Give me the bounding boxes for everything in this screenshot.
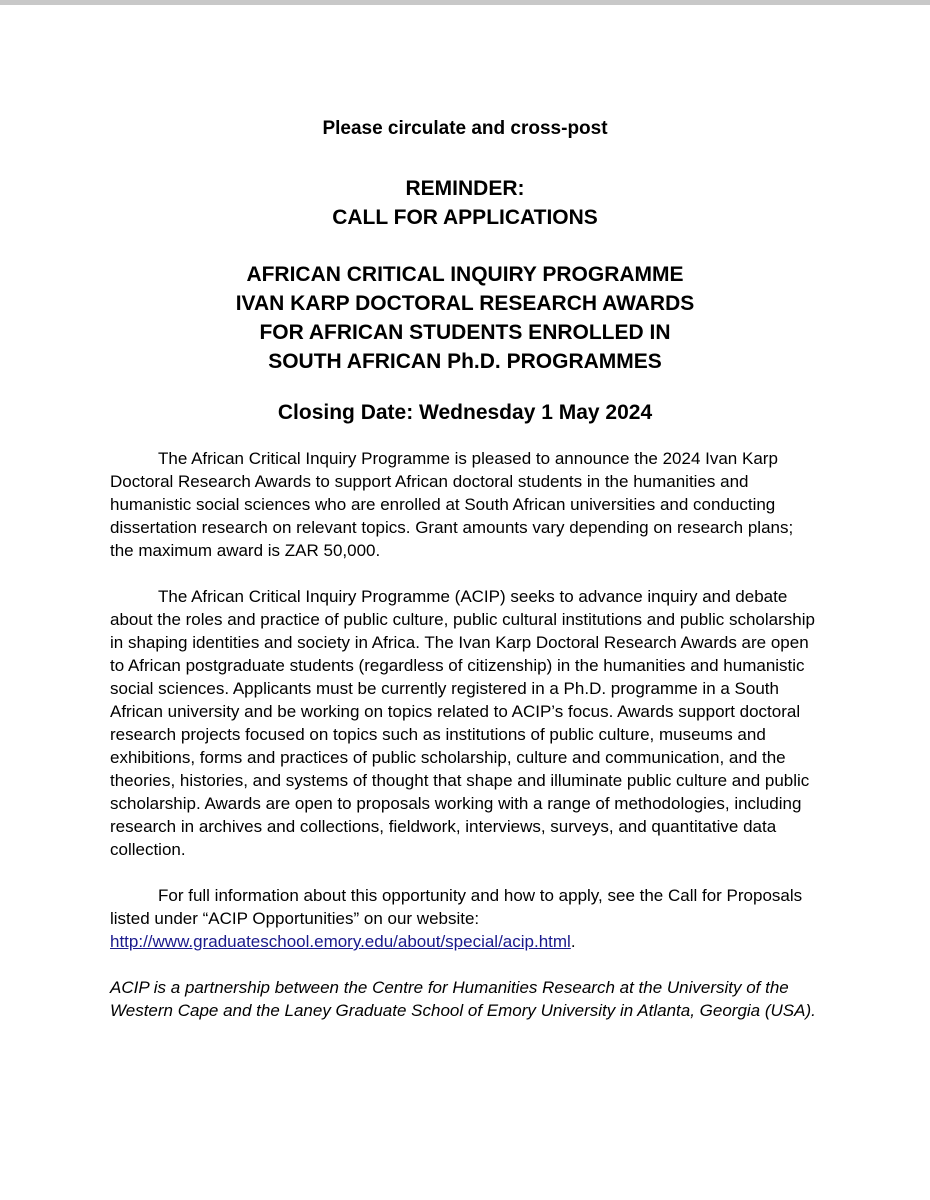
programme-title-line: FOR AFRICAN STUDENTS ENROLLED IN [259, 321, 671, 344]
document-page [110, 118, 820, 1022]
acip-website-link[interactable]: http://www.graduateschool.emory.edu/about/special/acip.html [110, 932, 571, 951]
call-for-applications-line: CALL FOR APPLICATIONS [332, 206, 598, 229]
circulate-notice: Please circulate and cross-post [322, 118, 608, 139]
reminder-heading [110, 174, 820, 232]
programme-title [110, 260, 820, 376]
closing-date: Closing Date: Wednesday 1 May 2024 [277, 401, 653, 424]
reminder-line: REMINDER: [405, 177, 525, 200]
programme-title-line: AFRICAN CRITICAL INQUIRY PROGRAMME [246, 263, 684, 286]
top-border [0, 0, 930, 5]
programme-title-line: IVAN KARP DOCTORAL RESEARCH AWARDS [235, 292, 695, 315]
info-paragraph [110, 884, 820, 953]
programme-title-line: SOUTH AFRICAN Ph.D. PROGRAMMES [268, 350, 662, 373]
info-text: For full information about this opportunity and how to apply, see the Call for Proposals listed under “ACIP Opportunities” on our website: [110, 886, 803, 928]
intro-paragraph: The African Critical Inquiry Programme is pleased to announce the 2024 Ivan Karp Doctoral Research Awards to support African doctoral students in the humanities and humanistic social sciences who are enrolled at South African universities and conducting dissertation research on relevant topics. Grant amounts vary depending on research plans; the maximum award is ZAR 50,000. [110, 449, 794, 560]
partnership-note: ACIP is a partnership between the Centre for Humanities Research at the University of the Western Cape and the Laney Graduate School of Emory University in Atlanta, Georgia (USA). [110, 978, 816, 1020]
description-paragraph: The African Critical Inquiry Programme (ACIP) seeks to advance inquiry and debate about the roles and practice of public culture, public cultural institutions and public scholarship in shaping identities and society in Africa. The Ivan Karp Doctoral Research Awards are open to African postgraduate students (regardless of citizenship) in the humanities and humanistic social sciences. Applicants must be currently registered in a Ph.D. programme in a South African university and be working on topics related to ACIP’s focus. Awards support doctoral research projects focused on topics such as institutions of public culture, museums and exhibitions, forms and practices of public scholarship, culture and communication, and the theories, histories, and systems of thought that shape and illuminate public culture and public scholarship. Awards are open to proposals working with a range of methodologies, including research in archives and collections, fieldwork, interviews, surveys, and quantitative data collection. [110, 587, 815, 859]
info-period: . [570, 932, 576, 951]
